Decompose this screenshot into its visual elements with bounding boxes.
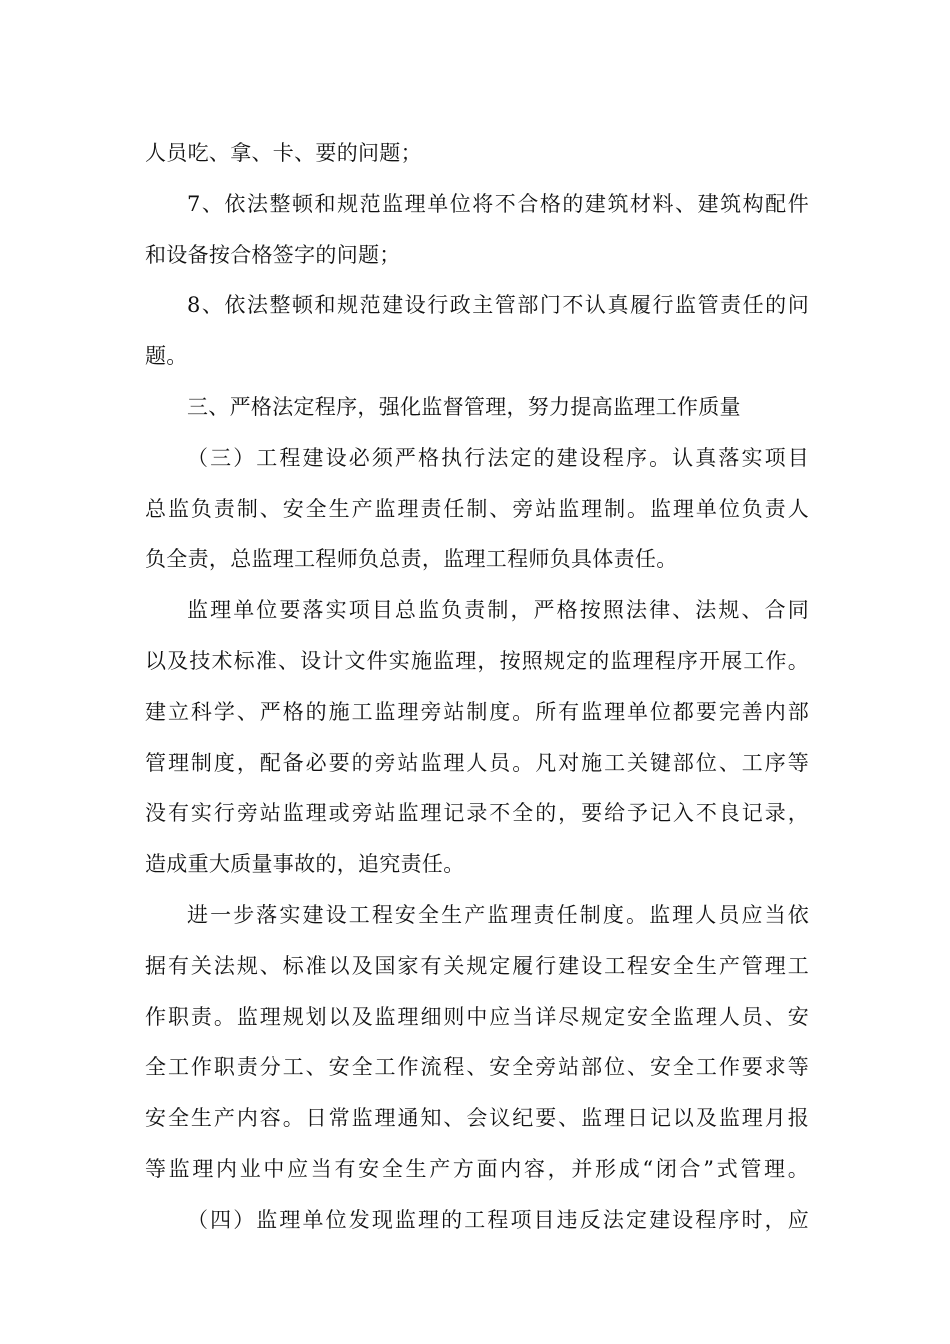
text-line: 7、依法整顿和规范监理单位将不合格的建筑材料、建筑构配件 xyxy=(187,191,809,216)
text-line: 安全生产内容。日常监理通知、会议纪要、监理日记以及监理月报 xyxy=(145,1106,809,1131)
text-line: 全工作职责分工、安全工作流程、安全旁站部位、安全工作要求等 xyxy=(145,1055,809,1080)
text-line: 造成重大质量事故的，追究责任。 xyxy=(145,852,465,877)
text-line: 总监负责制、安全生产监理责任制、旁站监理制。监理单位负责人 xyxy=(145,496,809,521)
text-line: 据有关法规、标准以及国家有关规定履行建设工程安全生产管理工 xyxy=(145,953,809,978)
text-line: 管理制度，配备必要的旁站监理人员。凡对施工关键部位、工序等 xyxy=(145,750,809,775)
section-heading: 三、严格法定程序，强化监督管理，努力提高监理工作质量 xyxy=(187,394,741,419)
text-line: 8、依法整顿和规范建设行政主管部门不认真履行监管责任的问 xyxy=(187,293,809,318)
text-line: 题。 xyxy=(145,344,188,369)
document-body xyxy=(145,128,809,1246)
text-line: 进一步落实建设工程安全生产监理责任制度。监理人员应当依 xyxy=(187,902,809,927)
text-line: 等监理内业中应当有安全生产方面内容，并形成“闭合”式管理。 xyxy=(145,1156,809,1181)
text-line: 以及技术标准、设计文件实施监理，按照规定的监理程序开展工作。 xyxy=(145,648,809,673)
text-line: （三）工程建设必须严格执行法定的建设程序。认真落实项目 xyxy=(187,445,809,470)
text-line: 没有实行旁站监理或旁站监理记录不全的，要给予记入不良记录， xyxy=(145,801,809,826)
text-line: 作职责。监理规划以及监理细则中应当详尽规定安全监理人员、安 xyxy=(145,1004,809,1029)
text-line: （四）监理单位发现监理的工程项目违反法定建设程序时，应 xyxy=(187,1207,809,1232)
text-line: 监理单位要落实项目总监负责制，严格按照法律、法规、合同 xyxy=(187,598,809,623)
text-line: 建立科学、严格的施工监理旁站制度。所有监理单位都要完善内部 xyxy=(145,699,809,724)
text-line: 和设备按合格签字的问题； xyxy=(145,242,401,267)
text-line: 负全责，总监理工程师负总责，监理工程师负具体责任。 xyxy=(145,547,678,572)
text-line: 人员吃、拿、卡、要的问题； xyxy=(145,141,422,165)
